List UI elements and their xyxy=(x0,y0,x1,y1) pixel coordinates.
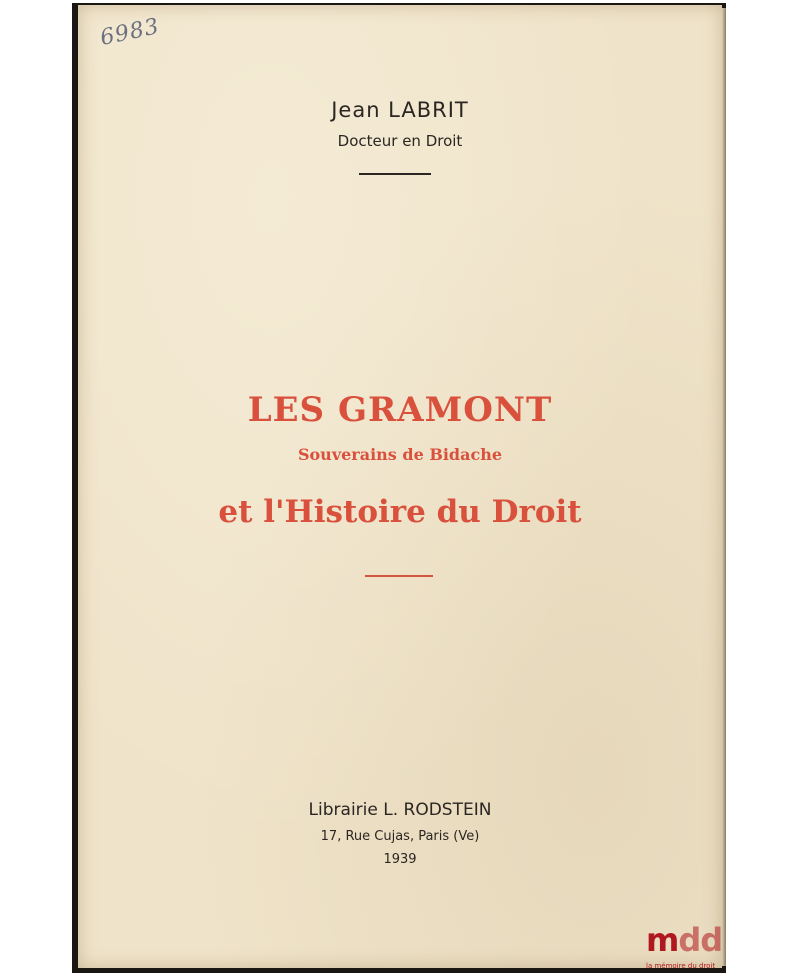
author-degree: Docteur en Droit xyxy=(337,132,463,150)
divider-red xyxy=(365,575,433,577)
publisher-name: Librairie L. RODSTEIN xyxy=(308,800,492,820)
mdd-logo xyxy=(646,922,728,972)
book-title-continuation: et l'Histoire du Droit xyxy=(218,494,582,530)
publication-year: 1939 xyxy=(383,852,417,867)
publisher-address: 17, Rue Cujas, Paris (Ve) xyxy=(320,829,480,844)
divider-top xyxy=(359,173,431,175)
logo-tagline: la mémoire du droit xyxy=(646,962,716,970)
handwritten-note: 6983 xyxy=(98,14,162,51)
book-subtitle: Souverains de Bidache xyxy=(297,445,503,464)
page-block-edge xyxy=(722,8,726,966)
book-title: LES GRAMONT xyxy=(247,390,553,430)
author-name: Jean LABRIT xyxy=(331,98,469,122)
logo-mark: mdd xyxy=(646,921,723,959)
